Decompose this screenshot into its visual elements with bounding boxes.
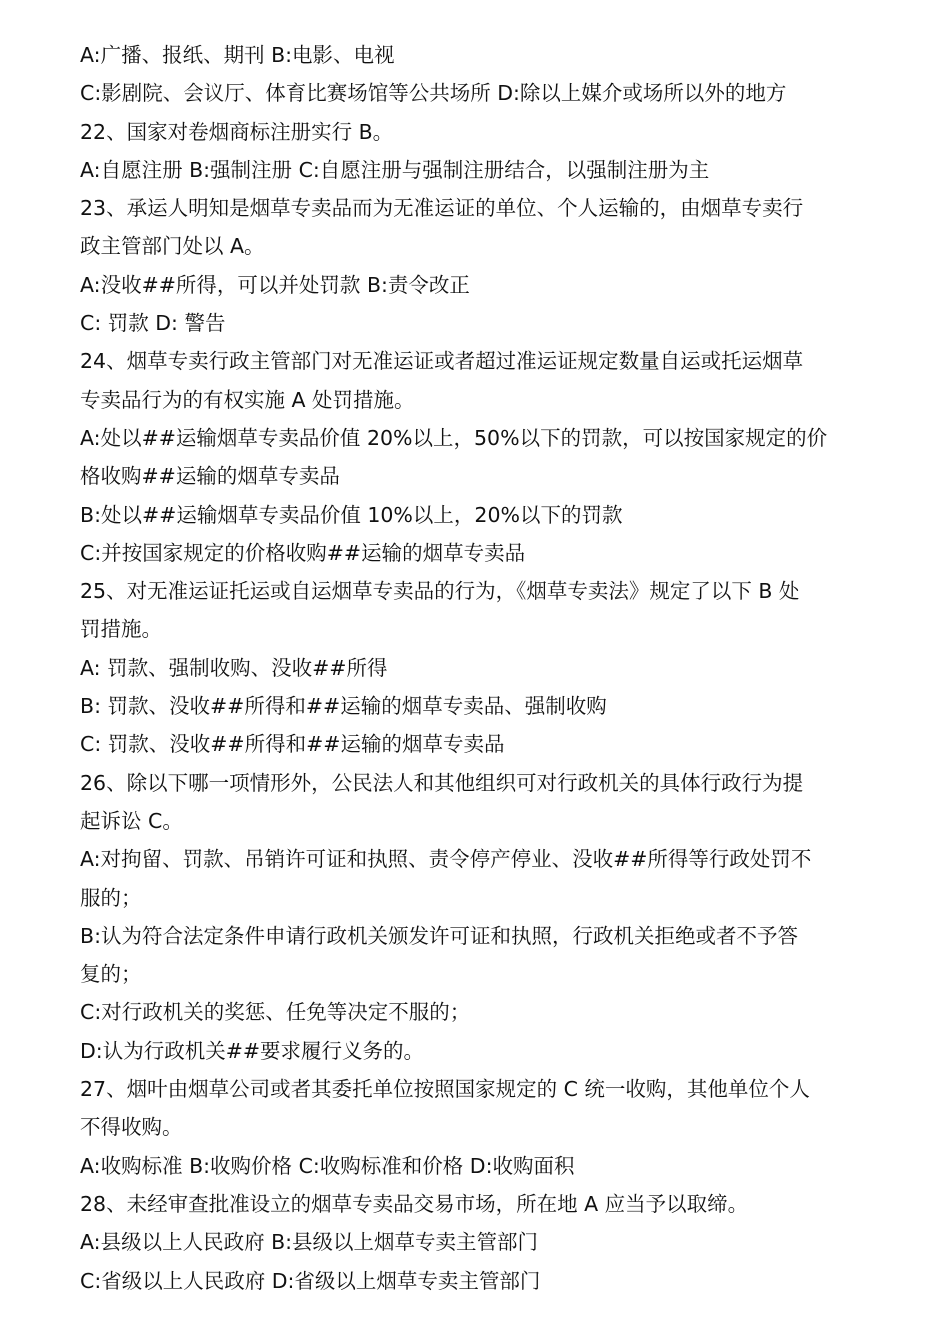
option-line: C: 罚款、没收##所得和##运输的烟草专卖品 bbox=[80, 732, 505, 757]
option-line: A: 罚款、强制收购、没收##所得 bbox=[80, 655, 388, 680]
option-line: A:没收##所得，可以并处罚款 B:责令改正 bbox=[80, 272, 470, 297]
option-line: A:收购标准 B:收购价格 C:收购标准和价格 D:收购面积 bbox=[80, 1153, 575, 1178]
question-24-cont: 专卖品行为的有权实施 A 处罚措施。 bbox=[80, 387, 415, 412]
option-line: B:认为符合法定条件申请行政机关颁发许可证和执照，行政机关拒绝或者不予答 bbox=[80, 923, 798, 948]
question-27: 27、烟叶由烟草公司或者其委托单位按照国家规定的 C 统一收购，其他单位个人 bbox=[80, 1077, 810, 1102]
option-line: A:广播、报纸、期刊 B:电影、电视 bbox=[80, 43, 395, 67]
question-22: 22、国家对卷烟商标注册实行 B。 bbox=[80, 119, 394, 144]
option-line: C:省级以上人民政府 D:省级以上烟草专卖主管部门 bbox=[80, 1268, 541, 1293]
option-line: B:处以##运输烟草专卖品价值 10%以上，20%以下的罚款 bbox=[80, 502, 623, 527]
question-24: 24、烟草专卖行政主管部门对无准运证或者超过准运证规定数量自运或托运烟草 bbox=[80, 349, 804, 374]
question-25-cont: 罚措施。 bbox=[80, 617, 162, 642]
document-page bbox=[80, 36, 880, 1300]
option-line-cont: 格收购##运输的烟草专卖品 bbox=[80, 464, 340, 489]
question-27-cont: 不得收购。 bbox=[80, 1115, 183, 1140]
option-line: A:处以##运输烟草专卖品价值 20%以上，50%以下的罚款，可以按国家规定的价 bbox=[80, 425, 828, 450]
option-line: A:对拘留、罚款、吊销许可证和执照、责令停产停业、没收##所得等行政处罚不 bbox=[80, 847, 812, 872]
option-line: C:影剧院、会议厅、体育比赛场馆等公共场所 D:除以上媒介或场所以外的地方 bbox=[80, 81, 787, 106]
question-23: 23、承运人明知是烟草专卖品而为无准运证的单位、个人运输的，由烟草专卖行 bbox=[80, 196, 804, 221]
question-26: 26、除以下哪一项情形外，公民法人和其他组织可对行政机关的具体行政行为提 bbox=[80, 770, 804, 795]
question-23-cont: 政主管部门处以 A。 bbox=[80, 234, 265, 259]
question-25: 25、对无准运证托运或自运烟草专卖品的行为，《烟草专卖法》规定了以下 B 处 bbox=[80, 579, 800, 604]
question-26-cont: 起诉讼 C。 bbox=[80, 808, 183, 833]
option-line: A:县级以上人民政府 B:县级以上烟草专卖主管部门 bbox=[80, 1230, 539, 1255]
option-line-cont: 复的； bbox=[80, 962, 142, 987]
option-line: C: 罚款 D: 警告 bbox=[80, 311, 226, 336]
option-line: D:认为行政机关##要求履行义务的。 bbox=[80, 1038, 425, 1063]
option-line: A:自愿注册 B:强制注册 C:自愿注册与强制注册结合，以强制注册为主 bbox=[80, 157, 710, 182]
option-line-cont: 服的； bbox=[80, 885, 142, 910]
option-line: C:对行政机关的奖惩、任免等决定不服的； bbox=[80, 1000, 471, 1025]
option-line: B: 罚款、没收##所得和##运输的烟草专卖品、强制收购 bbox=[80, 694, 607, 719]
option-line: C:并按国家规定的价格收购##运输的烟草专卖品 bbox=[80, 540, 526, 565]
question-28: 28、未经审查批准设立的烟草专卖品交易市场，所在地 A 应当予以取缔。 bbox=[80, 1191, 749, 1216]
